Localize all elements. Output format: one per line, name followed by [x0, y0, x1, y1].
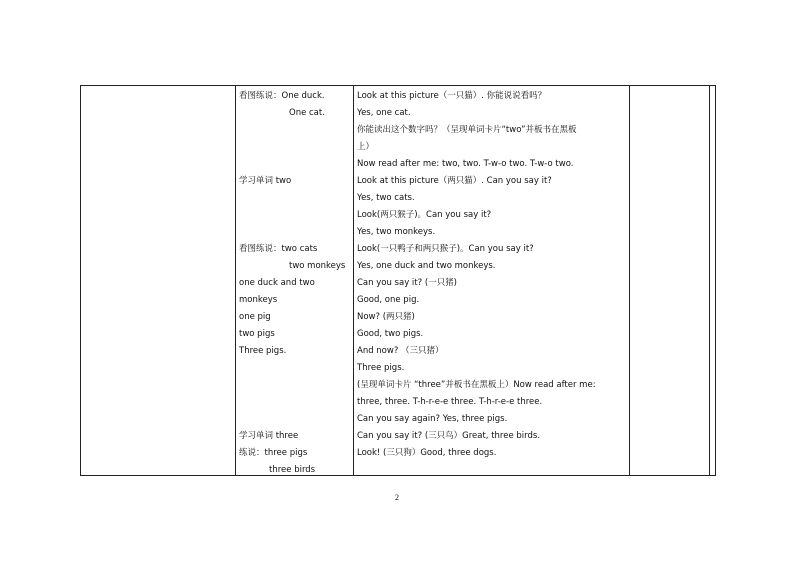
dialogue-line: Yes, one duck and two monkeys. [357, 261, 496, 271]
activity-line: one pig [239, 312, 271, 322]
dialogue-line: Can you say it? (三只鸟）Great, three birds. [357, 431, 541, 441]
activity-line: one duck and two [239, 278, 315, 288]
dialogue-line: Now read after me: two, two. T-w-o two. T-w-o two. [357, 159, 574, 169]
empty-cell-last [710, 86, 716, 475]
dialogue-line: 上） [357, 142, 375, 152]
dialogue-line: (呈现单词卡片 “three”并板书在黑板上）Now read after me: [357, 380, 596, 390]
dialogue-line: Good, two pigs. [357, 329, 424, 339]
activity-line: two pigs [239, 329, 275, 339]
activity-line: 学习单词 three [239, 431, 299, 441]
dialogue-line: Yes, two cats. [357, 193, 415, 203]
dialogue-line: Yes, two monkeys. [357, 227, 436, 237]
dialogue-line: Can you say it? (一只猪) [357, 278, 457, 288]
activity-line: 看图练说：One duck. [239, 91, 325, 101]
dialogue-line: 你能读出这个数字吗？（呈现单词卡片“two”并板书在黑板 [357, 125, 577, 135]
empty-cell-first [81, 86, 235, 475]
dialogue-line: Good, one pig. [357, 295, 420, 305]
dialogue-line: Look at this picture（两只猫）. Can you say it? [357, 176, 552, 186]
lesson-table [80, 85, 716, 476]
dialogue-line: Three pigs. [357, 363, 405, 373]
activity-line: 学习单词 two [239, 176, 292, 186]
dialogue-line: Look! (三只狗）Good, three dogs. [357, 448, 497, 458]
activity-line: three birds [269, 465, 316, 475]
empty-cell-notes [630, 86, 709, 475]
activity-line: One cat. [289, 108, 325, 118]
activity-column [236, 86, 353, 475]
dialogue-line: Look(两只猴子)。Can you say it? [357, 210, 492, 220]
activity-line: 练说：three pigs [239, 448, 308, 458]
page-number: 2 [395, 493, 399, 502]
dialogue-line: Look at this picture（一只猫）. 你能说说看吗？ [357, 91, 547, 101]
dialogue-line: Look(一只鸭子和两只猴子)。Can you say it? [357, 244, 534, 254]
dialogue-line: Can you say again? Yes, three pigs. [357, 414, 508, 424]
dialogue-line: three, three. T-h-r-e-e three. T-h-r-e-e three. [357, 397, 543, 407]
dialogue-line: Now? (两只猪) [357, 312, 415, 322]
dialogue-line: And now? （三只猪） [357, 346, 444, 356]
activity-line: monkeys [239, 295, 278, 305]
activity-line: 看图练说：two cats [239, 244, 318, 254]
activity-line: Three pigs. [239, 346, 287, 356]
dialogue-line: Yes, one cat. [357, 108, 411, 118]
dialogue-column [354, 86, 629, 475]
activity-line: two monkeys [289, 261, 346, 271]
